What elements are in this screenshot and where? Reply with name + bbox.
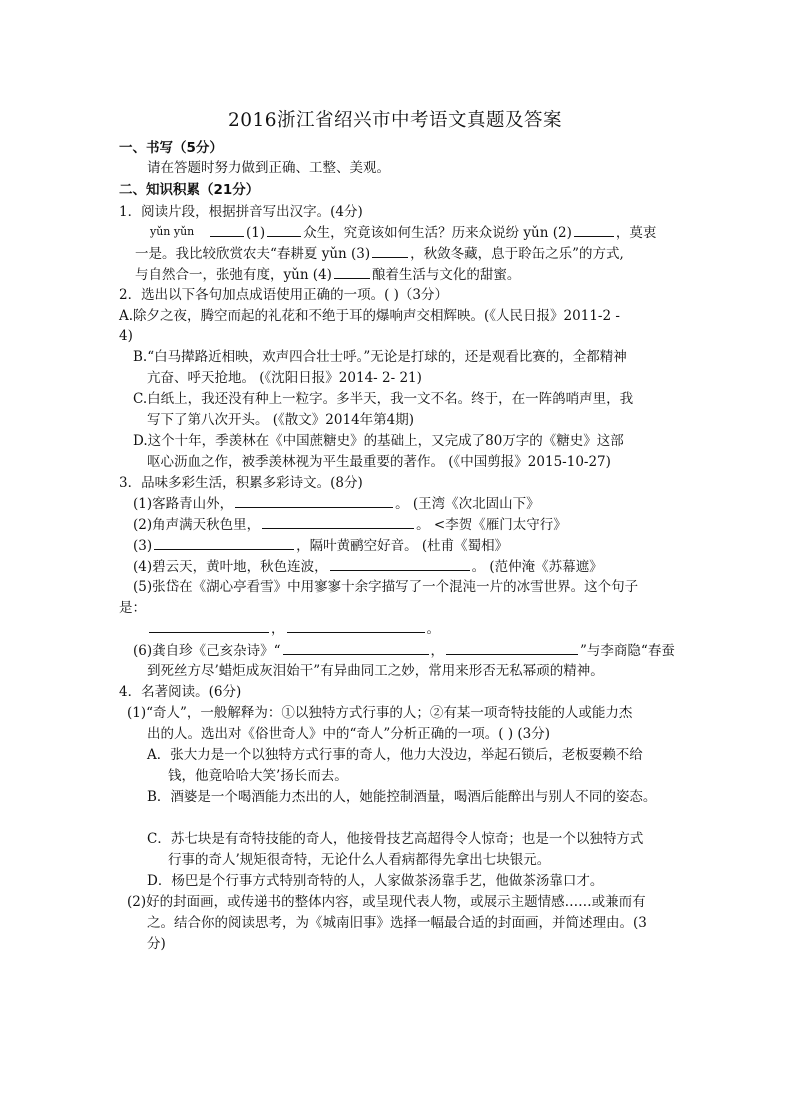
- q4-stem: 4．名著阅读。(6分): [119, 684, 242, 700]
- q2-option-b: B.“白马撵路近相映，欢声四合壮士呼。”无论是打球的，还是观看比赛的，全都精神: [133, 349, 627, 365]
- answer-blank[interactable]: [372, 243, 408, 258]
- q2-option-c-cont: 写下了第八次开头。 (《散文》2014年第4期): [147, 412, 415, 428]
- q4-sub-1-cont: 出的人。选出对《俗世奇人》中的“奇人”分析正确的一项。( ) (3分): [147, 726, 551, 742]
- answer-blank[interactable]: [446, 640, 578, 655]
- answer-blank[interactable]: [574, 222, 614, 237]
- section-2-heading: 二、知识积累（21分）: [119, 182, 260, 198]
- q4-option-a: A．张大力是一个以独特方式行事的奇人，他力大没边，举起石锁后，老板耍赖不给: [147, 747, 643, 763]
- q4-sub-2-cont: 之。结合你的阅读思考，为《城南旧事》选择一幅最合适的封面画，并简述理由。(3: [147, 915, 647, 931]
- q4-option-d: D．杨巴是个行事方式特别奇特的人，人家做茶汤靠手艺，他做茶汤靠口才。: [147, 873, 604, 889]
- q4-option-c: C．苏七块是有奇特技能的奇人，他接骨技艺高超得令人惊奇；也是一个以独特方式: [147, 831, 644, 847]
- answer-blank[interactable]: [154, 535, 294, 550]
- answer-blank[interactable]: [149, 618, 269, 633]
- q3-poem-1: (1)客路青山外， 。 (王湾《次北固山下》: [133, 493, 540, 514]
- q1-line-1: (1) 众生，究竟该如何生活？历来众说纷 yǔn (2) ，莫衷: [208, 222, 656, 243]
- q1-pinyin-1: yǔn yǔn: [150, 225, 195, 238]
- q3-poem-3: (3) ，隔叶黄鹂空好音。 (杜甫《蜀相》: [133, 535, 508, 556]
- q2-option-c: C.白纸上，我还没有种上一粒字。多半天，我一文不名。终于，在一阵鸽哨声里，我: [133, 391, 634, 407]
- answer-blank[interactable]: [283, 640, 429, 655]
- q3-stem: 3．品味多彩生活，积累多彩诗文。(8分): [119, 475, 363, 491]
- q4-option-c-cont: 行事的奇人’规矩很奇特，无论什么人看病都得先拿出七块银元。: [168, 852, 551, 868]
- page-title: 2016浙江省绍兴市中考语文真题及答案: [227, 110, 563, 131]
- q4-sub-2-end: 分): [147, 936, 166, 952]
- q2-option-d-cont: 呕心沥血之作，被季羡林视为平生最重要的著作。 (《中国剪报》2015-10-27): [147, 454, 611, 470]
- section-1-instruction: 请在答题时努力做到正确、工整、美观。: [147, 160, 390, 176]
- q3-poem-5: (5)张岱在《湖心亭看雪》中用寥寥十余字描写了一个混沌一片的冰雪世界。这个句子: [133, 579, 639, 595]
- answer-blank[interactable]: [287, 618, 425, 633]
- q3-poem-6: (6)龚自珍《己亥杂诗》“ ， ”与李商隐“春蚕: [133, 640, 675, 661]
- section-1-heading: 一、书写（5分）: [119, 140, 223, 156]
- answer-blank[interactable]: [210, 222, 244, 237]
- q2-stem: 2．选出以下各句加点成语使用正确的一项。( )（3分）: [119, 287, 449, 303]
- q2-option-d: D.这个十年，季羡林在《中国蔗糖史》的基础上，又完成了80万字的《糖史》这部: [133, 433, 624, 449]
- q1-line-3: 与自然合一，张弛有度，yǔn (4) 酿着生活与文化的甜蜜。: [135, 264, 520, 285]
- answer-blank[interactable]: [330, 556, 470, 571]
- q3-poem-5-cont: 是：: [119, 600, 146, 616]
- q4-option-a-cont: 钱，他竟哈哈大笑’扬长而去。: [168, 768, 348, 784]
- q1-stem: 1．阅读片段，根据拼音写出汉字。(4分): [119, 204, 363, 220]
- q2-option-a-cont: 4): [119, 328, 133, 344]
- q2-option-b-cont: 亢奋、呼天抢地。 (《沈阳日报》2014- 2- 21): [147, 370, 422, 386]
- answer-blank[interactable]: [267, 222, 301, 237]
- answer-blank[interactable]: [334, 264, 370, 279]
- q4-sub-2: (2)好的封面画，或传递书的整体内容，或呈现代表人物，或展示主题情感……或兼而有: [127, 894, 646, 910]
- q3-poem-4: (4)碧云天，黄叶地，秋色连波， 。 (范仲淹《苏幕遮》: [133, 556, 603, 577]
- q4-option-b: B．酒婆是一个喝酒能力杰出的人，她能控制酒量，喝酒后能醉出与别人不同的姿态。: [147, 789, 657, 805]
- q3-poem-2: (2)角声满天秋色里， 。 <李贺《雁门太守行》: [133, 514, 567, 535]
- answer-blank[interactable]: [262, 514, 414, 529]
- q4-sub-1: (1)“奇人”，一般解释为：①以独特方式行事的人；②有某一项奇特技能的人或能力杰: [127, 705, 633, 721]
- q3-poem-5-answer: ， 。: [147, 618, 440, 639]
- q3-poem-6-cont: 到死丝方尽’蜡炬成灰泪始干”有异曲同工之妙，常用来形否无私幂顽的精神。: [147, 663, 604, 679]
- q2-option-a: A.除夕之夜，腾空而起的礼花和不绝于耳的爆响声交相辉映。(《人民日报》2011-2 -: [119, 308, 620, 324]
- answer-blank[interactable]: [235, 493, 393, 508]
- q1-line-2: 一是。我比较欣赏农夫“春耕夏 yǔn (3) ，秋敛冬藏，息于聆缶之乐”的方式,: [135, 243, 624, 264]
